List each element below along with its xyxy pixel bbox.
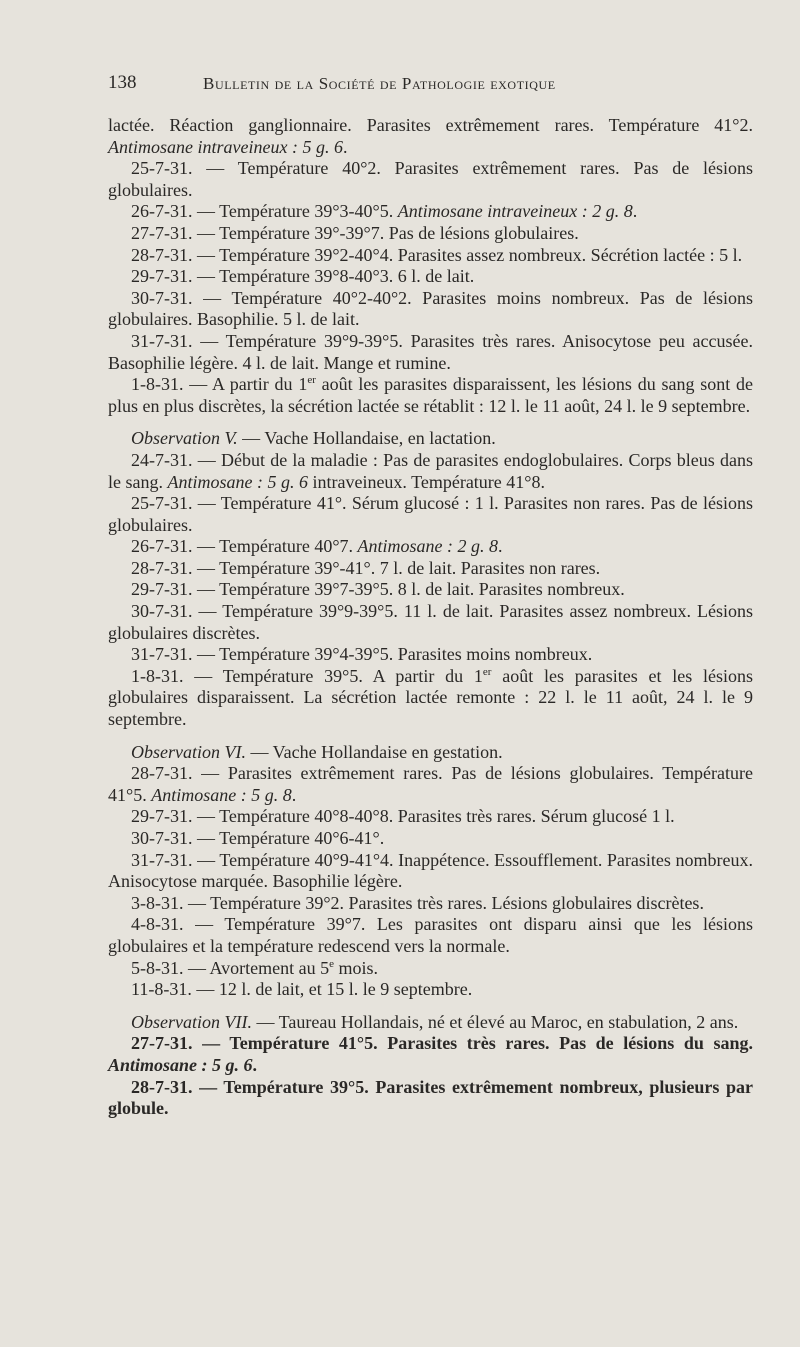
text-run: — Taureau Hollandais, né et élevé au Maroc, en stabulation, 2 ans. xyxy=(251,1011,739,1032)
text-run: 31-7-31. — Température 39°9-39°5. Parasites très rares. Anisocytose peu accusée. Basophilie légère. 4 l. de lait. Mange et rumine. xyxy=(108,330,753,373)
page-number: 138 xyxy=(108,72,137,93)
paragraph xyxy=(108,158,753,201)
italic-run: Antimosane intraveineux : 5 g. 6 xyxy=(108,136,343,157)
text-run: 29-7-31. — Température 40°8-40°8. Parasites très rares. Sérum glucosé 1 l. xyxy=(131,806,675,827)
paragraph xyxy=(108,644,753,666)
paragraph xyxy=(108,666,753,731)
text-run: 31-7-31. — Température 39°4-39°5. Parasites moins nombreux. xyxy=(131,644,593,665)
paragraph xyxy=(108,850,753,893)
page-header xyxy=(108,72,758,96)
paragraph xyxy=(108,1077,753,1120)
text-run: . xyxy=(632,201,638,222)
italic-run: Antimosane : 5 g. 6 xyxy=(108,1054,253,1075)
paragraph xyxy=(108,266,753,288)
paragraph xyxy=(108,828,753,850)
text-run: 29-7-31. — Température 39°7-39°5. 8 l. de lait. Parasites nombreux. xyxy=(131,579,625,600)
text-run: 26-7-31. — Température 39°3-40°5. xyxy=(131,201,398,222)
text-run: 29-7-31. — Température 39°8-40°3. 6 l. de lait. xyxy=(131,266,475,287)
italic-run: Antimosane : 2 g. 8 xyxy=(357,536,499,557)
text-run: 28-7-31. — Température 39°2-40°4. Parasites assez nombreux. Sécrétion lactée : 5 l. xyxy=(131,244,743,265)
italic-run: Antimosane : 5 g. 6 xyxy=(167,471,308,492)
paragraph xyxy=(108,914,753,957)
paragraph xyxy=(108,245,753,267)
italic-run: Observation V. xyxy=(131,428,238,449)
text-run: intraveineux. Température 41°8. xyxy=(307,471,545,492)
paragraph xyxy=(108,450,753,493)
text-run: 5-8-31. — Avortement au 5 xyxy=(131,957,330,978)
paragraph xyxy=(108,493,753,536)
superscript: er xyxy=(307,374,316,387)
paragraph xyxy=(108,374,753,417)
observation-heading xyxy=(108,1012,753,1034)
paragraph xyxy=(108,601,753,644)
paragraph xyxy=(108,958,753,980)
paragraph xyxy=(108,201,753,223)
observation-heading xyxy=(108,428,753,450)
paragraph xyxy=(108,1033,753,1076)
paragraph xyxy=(108,979,753,1001)
paragraph xyxy=(108,223,753,245)
italic-run: Antimosane intraveineux : 2 g. 8 xyxy=(397,201,633,222)
text-run: 28-7-31. — Parasites extrêmement rares. Pas de lésions globulaires. Température 41°5. xyxy=(108,763,753,805)
paragraph xyxy=(108,558,753,580)
text-run: 1-8-31. — A partir du 1 xyxy=(131,374,308,395)
italic-run: Antimosane : 5 g. 8 xyxy=(151,784,292,805)
italic-run: Observation VII. xyxy=(131,1011,252,1032)
text-run: 3-8-31. — Température 39°2. Parasites très rares. Lésions globulaires discrètes. xyxy=(131,892,704,913)
text-run: 30-7-31. — Température 40°6-41°. xyxy=(131,828,385,848)
running-title: Bulletin de la Société de Pathologie exotique xyxy=(203,74,556,93)
paragraph xyxy=(108,288,753,331)
text-run: 28-7-31. — Température 39°5. Parasites extrêmement nombreux, plusieurs par globule. xyxy=(108,1076,753,1119)
text-run: 25-7-31. — Température 40°2. Parasites extrêmement rares. Pas de lésions globulaires. xyxy=(108,158,753,200)
text-run: 26-7-31. — Température 40°7. xyxy=(131,536,358,557)
text-run: — Vache Hollandaise en gestation. xyxy=(245,741,503,762)
paragraph xyxy=(108,331,753,374)
superscript: er xyxy=(482,665,492,678)
text-run: 25-7-31. — Température 41°. Sérum glucosé : 1 l. Parasites non rares. Pas de lésions globulaires. xyxy=(108,493,753,535)
text-run: 28-7-31. — Température 39°-41°. 7 l. de lait. Parasites non rares. xyxy=(131,557,601,578)
paragraph xyxy=(108,893,753,915)
text-run: 11-8-31. — 12 l. de lait, et 15 l. le 9 septembre. xyxy=(131,979,473,1000)
text-run: — Vache Hollandaise, en lactation. xyxy=(237,428,496,449)
text-run: 30-7-31. — Température 40°2-40°2. Parasites moins nombreux. Pas de lésions globulaires. Basophilie. 5 l. de lait. xyxy=(108,287,753,330)
text-run: 1-8-31. — Température 39°5. A partir du 1 xyxy=(131,665,483,686)
text-run: août les parasites et les lésions globulaires disparaissent. La sécrétion lactée remonte : 22 l. le 11 août, 24 l. le 9 septembre. xyxy=(108,665,753,730)
text-run: août les parasites disparaissent, les lésions du sang sont de plus en plus discrètes, la sécrétion lactée se rétablit : 12 l. le 11 août, 24 l. le 9 septembre. xyxy=(108,374,753,416)
text-run: 27-7-31. — Température 41°5. Parasites très rares. Pas de lésions du sang. xyxy=(131,1033,753,1054)
text-run: . xyxy=(291,784,297,805)
text-run: lactée. Réaction ganglionnaire. Parasites extrêmement rares. Température 41°2. xyxy=(108,115,753,135)
body-text xyxy=(108,115,753,1120)
text-run: 4-8-31. — Température 39°7. Les parasites ont disparu ainsi que les lésions globulaires et la température redescend vers la normale. xyxy=(108,914,753,956)
text-run: . xyxy=(252,1054,258,1075)
paragraph xyxy=(108,579,753,601)
text-run: mois. xyxy=(334,957,379,978)
text-run: . xyxy=(498,536,503,557)
text-run: 30-7-31. — Température 39°9-39°5. 11 l. de lait. Parasites assez nombreux. Lésions globulaires discrètes. xyxy=(108,601,753,643)
text-run: 31-7-31. — Température 40°9-41°4. Inappétence. Essoufflement. Parasites nombreux. Anisocytose marquée. Basophilie légère. xyxy=(108,849,753,892)
paragraph xyxy=(108,536,753,558)
italic-run: Observation VI. xyxy=(131,741,246,762)
text-run: 27-7-31. — Température 39°-39°7. Pas de lésions globulaires. xyxy=(131,222,579,243)
superscript: e xyxy=(329,957,335,970)
paragraph xyxy=(108,806,753,828)
text-run: 24-7-31. — Début de la maladie : Pas de parasites endoglobulaires. Corps bleus dans le sang. xyxy=(108,449,753,492)
text-run: . xyxy=(342,136,348,157)
observation-heading xyxy=(108,742,753,764)
paragraph xyxy=(108,115,753,158)
paragraph xyxy=(108,763,753,806)
